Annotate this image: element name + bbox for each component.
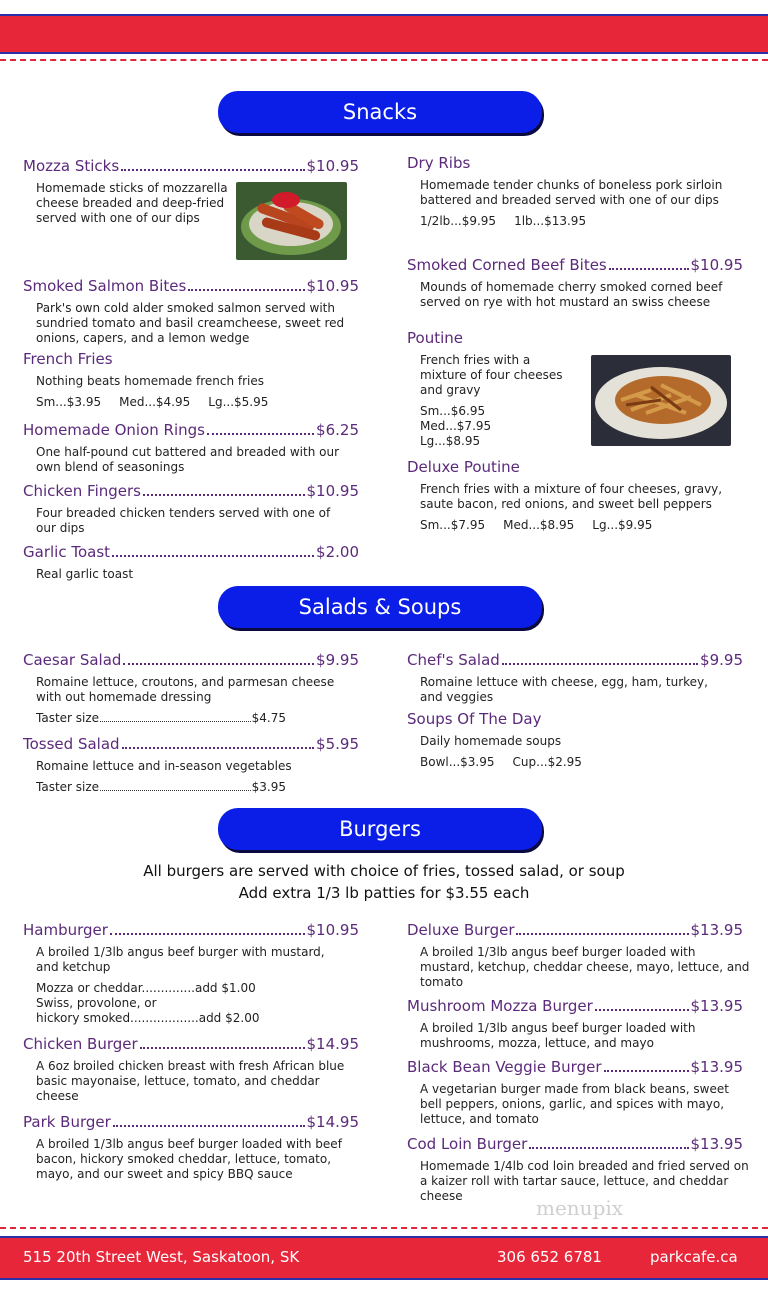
item-price: $2.00 xyxy=(316,543,359,561)
item-description: Real garlic toast xyxy=(36,567,134,581)
item-name: Soups Of The Day xyxy=(407,710,542,728)
item-price: $14.95 xyxy=(306,1113,359,1131)
item-price: $10.95 xyxy=(306,157,359,175)
burgers-intro-line2: Add extra 1/3 lb patties for $3.55 each xyxy=(238,884,530,902)
item-description: Homemade tender chunks of boneless pork sirloin battered and breaded served with one of our dips xyxy=(420,178,723,207)
item-name: Smoked Salmon Bites xyxy=(23,277,187,295)
item-price: $14.95 xyxy=(306,1035,359,1053)
item-description: A 6oz broiled chicken breast with fresh African blue basic mayonaise, lettuce, tomato, and cheddar cheese xyxy=(36,1059,345,1103)
item-description: Homemade sticks of mozzarella cheese breaded and deep-fried served with one of our dips xyxy=(36,181,228,225)
menu-item-deluxe-poutine xyxy=(407,458,743,533)
section-header-salads-soups: Salads & Soups xyxy=(218,586,542,628)
menu-item-garlic-toast xyxy=(23,540,359,582)
item-description: Mounds of homemade cherry smoked corned beef served on rye with hot mustard an swiss cheese xyxy=(420,280,723,309)
menu-item-onion-rings xyxy=(23,418,359,475)
item-name: Chicken Burger xyxy=(23,1035,138,1053)
item-description: A broiled 1/3lb angus beef burger loaded with beef bacon, hickory smoked cheddar, lettuce, tomato, mayo, and our sweet and spicy BBQ sauce xyxy=(36,1137,342,1181)
menu-item-caesar-salad xyxy=(23,648,359,725)
item-name: Smoked Corned Beef Bites xyxy=(407,256,607,274)
bottom-dashed-divider xyxy=(0,1227,768,1229)
item-price: $9.95 xyxy=(316,651,359,669)
item-price: $9.95 xyxy=(700,651,743,669)
item-name: Mushroom Mozza Burger xyxy=(407,997,593,1015)
section-header-snacks: Snacks xyxy=(218,91,542,133)
menu-item-dry-ribs xyxy=(407,154,743,229)
item-name: Homemade Onion Rings xyxy=(23,421,205,439)
item-description: Four breaded chicken tenders served with one of our dips xyxy=(36,506,331,535)
item-description: Romaine lettuce with cheese, egg, ham, turkey, and veggies xyxy=(420,675,708,704)
footer-banner xyxy=(0,1236,768,1280)
footer-address: 515 20th Street West, Saskatoon, SK xyxy=(23,1248,300,1266)
top-dashed-divider xyxy=(0,59,768,61)
taster-size: Taster size $4.75 xyxy=(36,711,286,725)
item-name: Cod Loin Burger xyxy=(407,1135,528,1153)
item-name: Tossed Salad xyxy=(23,735,120,753)
section-header-burgers: Burgers xyxy=(218,808,542,850)
menu-item-mushroom-mozza xyxy=(407,994,743,1051)
item-price: $6.25 xyxy=(316,421,359,439)
item-name: Poutine xyxy=(407,329,463,347)
item-name: Park Burger xyxy=(23,1113,111,1131)
item-name: Chef's Salad xyxy=(407,651,500,669)
item-price: $10.95 xyxy=(306,921,359,939)
item-description: A broiled 1/3lb angus beef burger loaded with mushrooms, mozza, lettuce, and mayo xyxy=(420,1021,696,1050)
item-description: Park's own cold alder smoked salmon served with sundried tomato and basil creamcheese, sweet red onions, capers, and a lemon wedge xyxy=(36,301,345,345)
item-price: $13.95 xyxy=(690,997,743,1015)
item-description: Romaine lettuce, croutons, and parmesan cheese with out homemade dressing xyxy=(36,675,335,704)
item-description: Daily homemade soups xyxy=(420,734,562,748)
item-sizes: Bowl...$3.95 Cup...$2.95 xyxy=(420,755,582,769)
menu-item-park-burger xyxy=(23,1110,359,1182)
footer-website[interactable]: parkcafe.ca xyxy=(650,1248,738,1266)
menu-item-corned-beef xyxy=(407,253,743,310)
item-description: A broiled 1/3lb angus beef burger with mustard, and ketchup xyxy=(36,945,325,974)
item-price: $10.95 xyxy=(306,277,359,295)
footer-phone: 306 652 6781 xyxy=(497,1248,602,1266)
item-sizes: 1/2lb...$9.95 1lb...$13.95 xyxy=(420,214,587,228)
item-name: Chicken Fingers xyxy=(23,482,141,500)
item-sizes: Sm...$6.95 Med...$7.95 Lg...$8.95 xyxy=(420,404,492,448)
top-banner xyxy=(0,14,768,54)
item-description: A vegetarian burger made from black beans, sweet bell peppers, onions, garlic, and spices with mayo, lettuce, and tomato xyxy=(420,1082,729,1126)
mozza-sticks-photo xyxy=(236,182,347,260)
item-sizes: Sm...$7.95 Med...$8.95 Lg...$9.95 xyxy=(420,518,653,532)
menu-item-hamburger xyxy=(23,918,359,1026)
menu-item-soups xyxy=(407,710,743,770)
item-description: French fries with a mixture of four cheeses, gravy, saute bacon, red onions, and sweet bell peppers xyxy=(420,482,723,511)
item-price: $13.95 xyxy=(690,1058,743,1076)
menu-item-french-fries xyxy=(23,350,359,410)
item-name: Dry Ribs xyxy=(407,154,471,172)
taster-size: Taster size $3.95 xyxy=(36,780,286,794)
menu-item-tossed-salad xyxy=(23,732,359,794)
item-name: Garlic Toast xyxy=(23,543,111,561)
menu-item-smoked-salmon xyxy=(23,274,359,346)
item-price: $5.95 xyxy=(316,735,359,753)
item-description: One half-pound cut battered and breaded with our own blend of seasonings xyxy=(36,445,340,474)
item-description: Nothing beats homemade french fries xyxy=(36,374,265,388)
item-price: $13.95 xyxy=(690,1135,743,1153)
item-sizes: Sm...$3.95 Med...$4.95 Lg...$5.95 xyxy=(36,395,269,409)
menu-item-black-bean xyxy=(407,1055,743,1127)
poutine-photo xyxy=(591,355,731,446)
burgers-intro-line1: All burgers are served with choice of fries, tossed salad, or soup xyxy=(143,862,625,880)
item-name: Deluxe Poutine xyxy=(407,458,520,476)
menu-item-chefs-salad xyxy=(407,648,743,705)
item-options: Mozza or cheddar..............add $1.00 Swiss, provolone, or hickory smoked..................add $2.00 xyxy=(36,981,260,1025)
item-name: Deluxe Burger xyxy=(407,921,515,939)
item-price: $10.95 xyxy=(690,256,743,274)
item-price: $13.95 xyxy=(690,921,743,939)
item-price: $10.95 xyxy=(306,482,359,500)
menu-item-cod-loin xyxy=(407,1132,749,1204)
item-name: Mozza Sticks xyxy=(23,157,120,175)
item-description: Romaine lettuce and in-season vegetables xyxy=(36,759,292,773)
menu-item-chicken-burger xyxy=(23,1032,359,1104)
watermark: menupix xyxy=(536,1196,624,1220)
menu-item-chicken-fingers xyxy=(23,479,359,536)
item-description: A broiled 1/3lb angus beef burger loaded with mustard, ketchup, cheddar cheese, mayo, lettuce, and tomato xyxy=(420,945,750,989)
item-description: French fries with a mixture of four cheeses and gravy xyxy=(420,353,563,397)
item-name: Black Bean Veggie Burger xyxy=(407,1058,602,1076)
menu-item-deluxe-burger xyxy=(407,918,750,990)
item-description: Homemade 1/4lb cod loin breaded and fried served on a kaizer roll with tartar sauce, lettuce, and cheddar cheese xyxy=(420,1159,749,1203)
item-name: Caesar Salad xyxy=(23,651,122,669)
item-name: French Fries xyxy=(23,350,113,368)
item-name: Hamburger xyxy=(23,921,108,939)
